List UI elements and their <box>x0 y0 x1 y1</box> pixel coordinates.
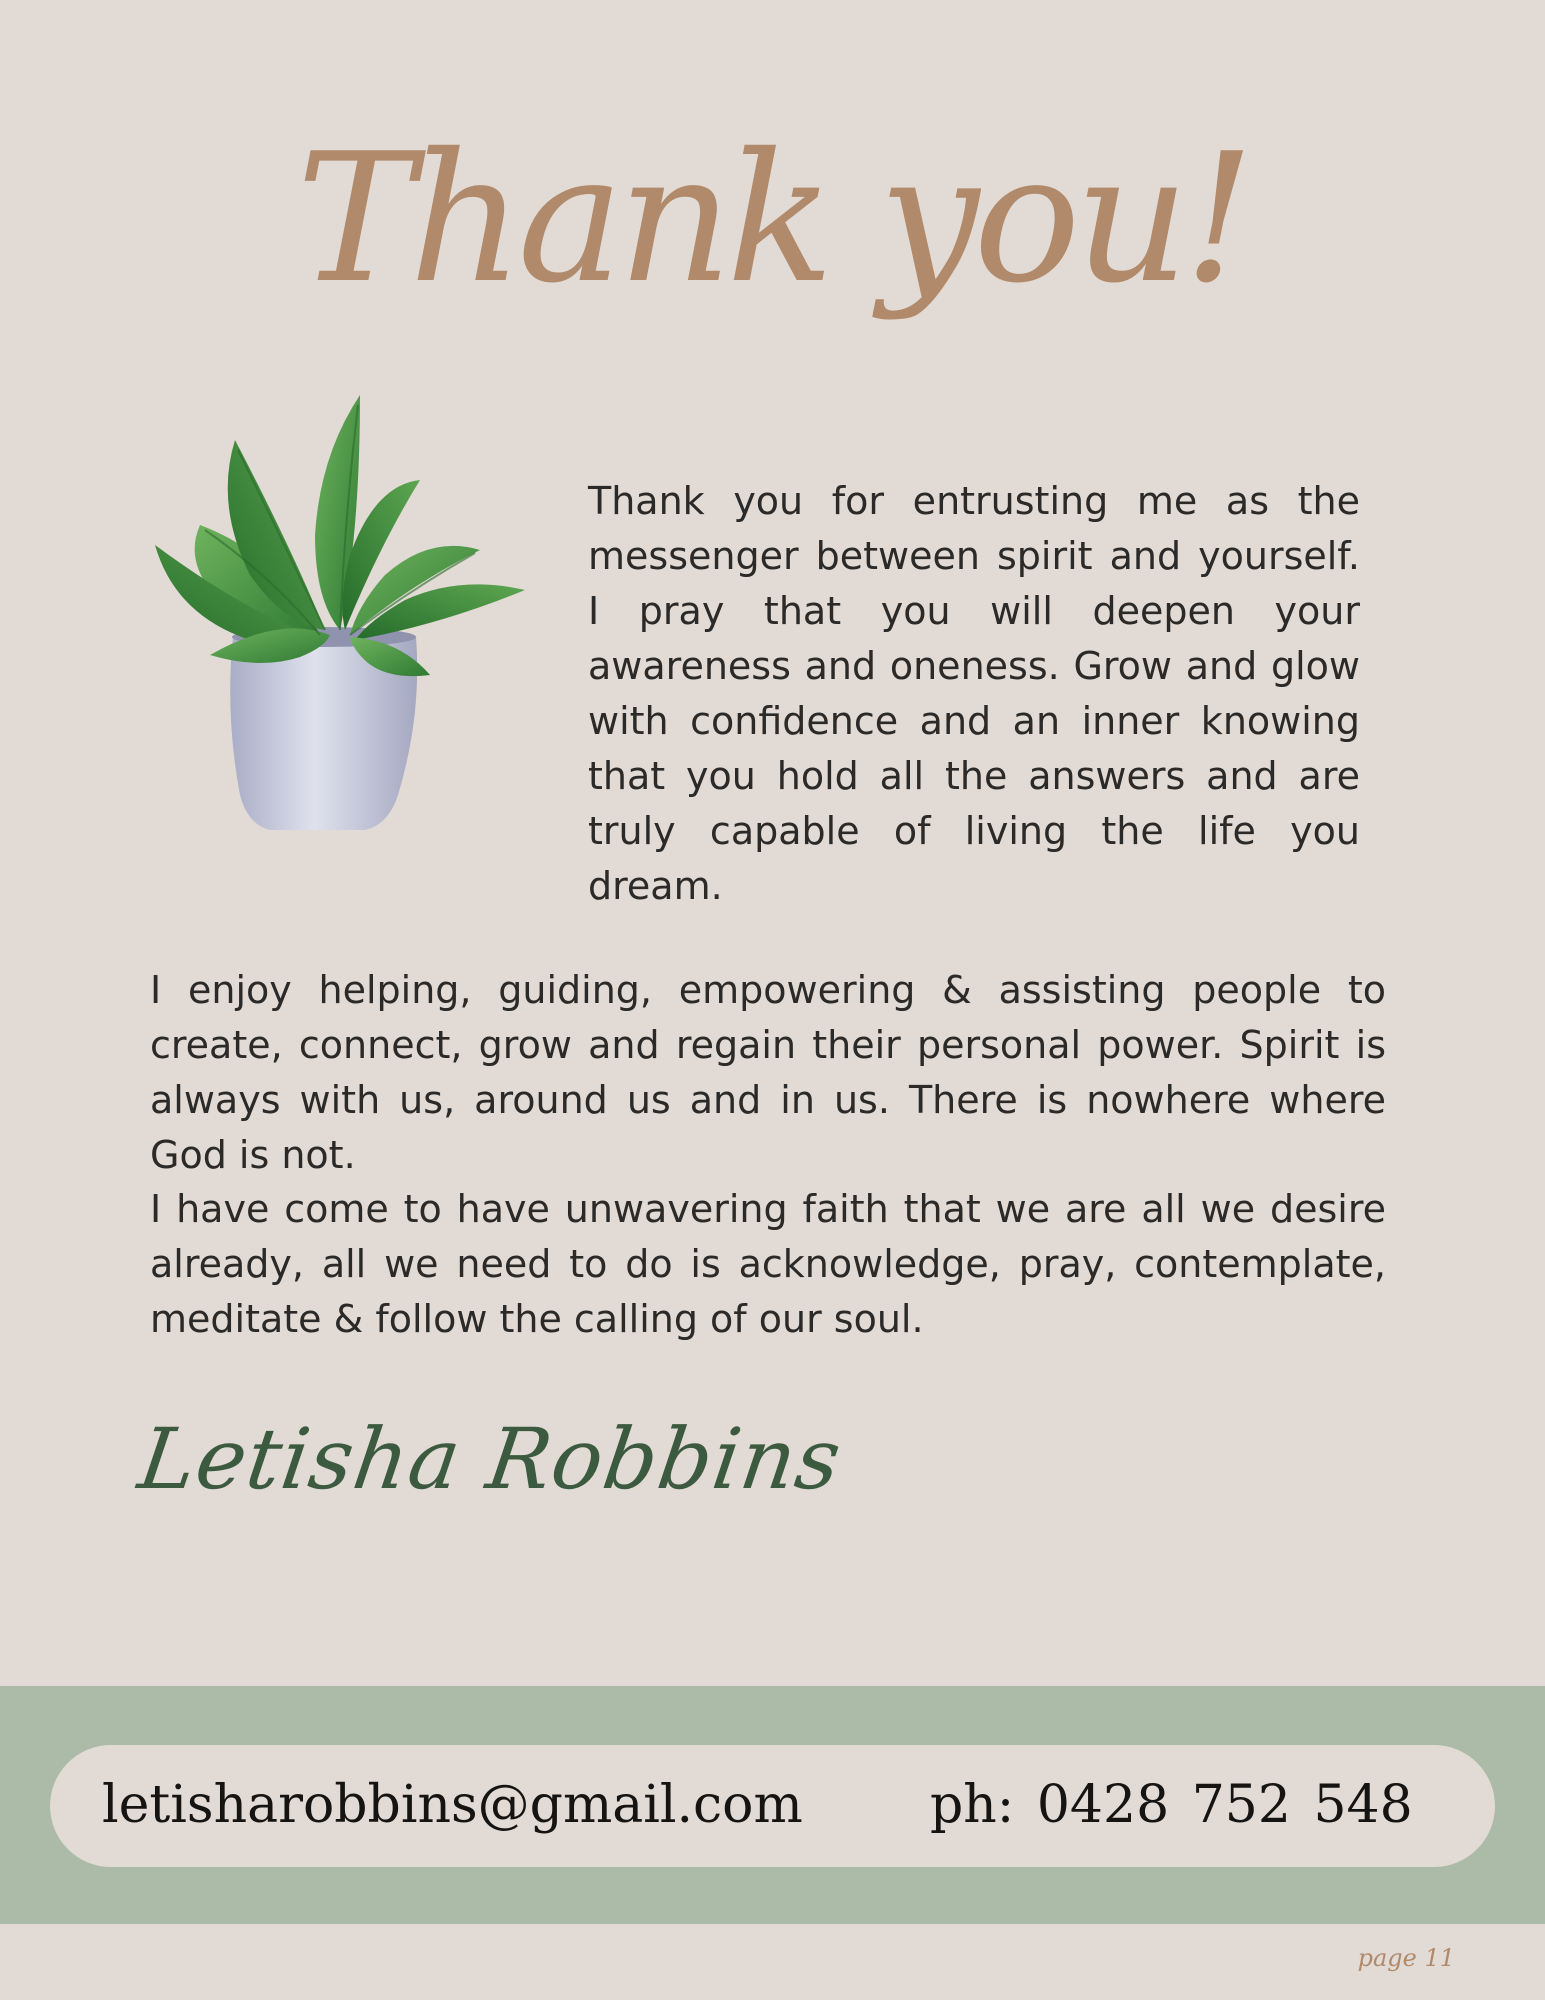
potted-plant-icon <box>140 385 535 835</box>
intro-paragraph: Thank you for entrusting me as the messenger between spirit and yourself. I pray that you will deepen your awareness and oneness. Grow and glow with confidence and an inner knowing that you hold all the answers and are truly capable of living the life you dream. <box>588 479 1360 908</box>
phone-number[interactable]: ph: 0428 752 548 <box>930 1775 1413 1835</box>
signature: Letisha Robbins <box>133 1410 848 1508</box>
page-title: Thank you! <box>296 115 1249 322</box>
page-number: page 11 <box>1357 1944 1455 1972</box>
email-link[interactable]: letisharobbins@gmail.com <box>102 1775 803 1835</box>
contact-pill <box>50 1745 1495 1867</box>
body-paragraph-2: I have come to have unwavering faith that we are all we desire already, all we need to do is acknowledge, pray, contemplate, meditate & follow the calling of our soul. <box>150 1187 1386 1341</box>
body-paragraph-1: I enjoy helping, guiding, empowering & assisting people to create, connect, grow and regain their personal power. Spirit is always with us, around us and in us. There is nowhere where God is not. <box>150 968 1386 1177</box>
contact-footer <box>0 1686 1545 1924</box>
